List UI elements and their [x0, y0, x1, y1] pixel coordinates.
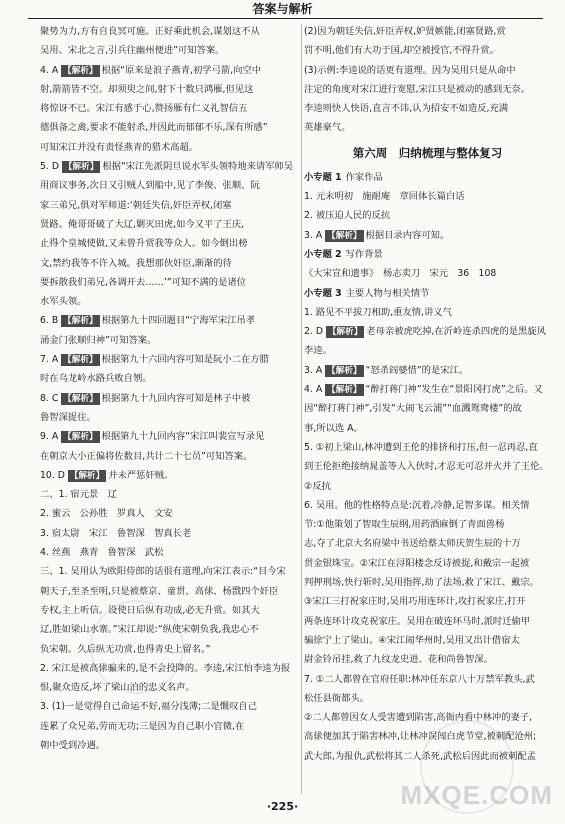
- text-line: 尉金铃吊挂,救了九纹龙史进、花和尚鲁智深。: [304, 654, 493, 666]
- text-line: (3)示例:李逵说的话更有道理。因为吴用只是从命中: [304, 64, 516, 76]
- text-line: 5. D 【解析】 根据“宋江先派阴旦说水军头领特地来请军师吴: [40, 161, 294, 173]
- analysis-tag: 【解析】: [63, 355, 98, 366]
- topic-1-label: 小专题 1: [304, 171, 342, 183]
- text-line: 6. 吴用。他的性格特点是:沉着,冷静,足智多谋。相关情: [304, 499, 530, 511]
- text-line: 两条连环计攻克祝家庄。吴用在破连环马时,派时迁偷甲: [304, 615, 531, 627]
- topic-3-lines: [304, 303, 551, 766]
- text-line: 3. 宿太尉 宋江 鲁智深 智真长老: [40, 527, 192, 539]
- topic-3-heading: [304, 284, 551, 303]
- text-line: 贯金银珠宝。②宋江在浔阳楼念反诗被捉,和戴宗一起被: [304, 557, 530, 569]
- text-line: 3. A 【解析】 根据目录内容可知。: [304, 229, 450, 241]
- text-line: 连累了众兄弟,劳而无功;三是因为自己职小官微,在: [40, 720, 245, 732]
- text-line: 时在乌龙岭水路兵败自刎。: [40, 373, 152, 385]
- text-line: 松任县衙都头。: [304, 692, 370, 704]
- analysis-tag: 【解析】: [63, 65, 98, 76]
- text-line: 朝天子,至圣至明,只是被蔡京、童贯、高俅、杨戬四个奸臣: [40, 585, 279, 597]
- text-line: 可知宋江并没有责怪燕青的猎术高超。: [40, 141, 199, 153]
- text-line: 英雄豪气。: [304, 122, 351, 134]
- header-rule: [28, 18, 543, 19]
- topic-3-label: 小专题 3: [304, 287, 342, 299]
- analysis-tag: 【解析】: [69, 470, 105, 481]
- text-line: 要拆散我们弟兄,各调开去……’”可知不满的是诸位: [40, 276, 246, 288]
- text-line: 聚势为力,方有自良冥可施。正好乘此机会,谋划这不从: [40, 26, 260, 37]
- topic-2-heading: [304, 245, 551, 264]
- text-line: 骗徐宁上了梁山。④宋江闹华州时,吴用又出计借宿太: [304, 634, 520, 646]
- text-line: 二、1. 宿元景 辽: [40, 489, 117, 501]
- text-line: 志,夺了北京大名府梁中书送给蔡太师庆贺生辰的十万: [304, 538, 521, 550]
- text-line: ③宋江三打祝家庄时,吴用巧用连环计,攻打祝家庄,打开: [304, 596, 526, 608]
- left-lines: [40, 22, 302, 755]
- analysis-tag: 【解析】: [327, 385, 362, 396]
- topic-1-lines: [304, 187, 551, 245]
- analysis-tag: 【解析】: [63, 162, 99, 173]
- text-line: 4. A 【解析】 “醉打蒋门神”发生在“景阳冈打虎”之后。又: [304, 384, 543, 396]
- text-line: 到王伦拒绝接纳晁盖等人入伙时,才忍无可忍并火并了王伦。: [304, 461, 549, 473]
- text-line: 射,箭箭皆不空。却须臾之间,射下十数只鸿雁,但见这: [40, 83, 254, 95]
- analysis-tag: 【解析】: [327, 230, 362, 241]
- text-line: 7. ①二人都曾在官府任职:林冲任东京八十万禁军教头,武: [304, 673, 535, 685]
- text-line: 因“醉打蒋门神”,引发“大闹飞云浦”“血溅鸳鸯楼”的故: [304, 403, 522, 415]
- text-line: 罚不明,他们有大功于国,却空被授官,不得升赏。: [304, 45, 499, 57]
- text-line: 三、1. 吴用认为欧阳侍郎的话很有道理,向宋江表示:“目今宋: [40, 566, 286, 578]
- text-line: 家三弟兄,俱对军师道:‘朝廷失信,奸臣弄权,闭塞: [40, 199, 232, 211]
- text-line: 专权,主上听信。设使日后纵有功成,必无升赏。如其大: [40, 604, 260, 616]
- text-line: 涌金门张顺归神”可知答案。: [40, 334, 157, 346]
- watermark-logo: MXQE.COM: [400, 780, 553, 810]
- text-line: 3. A 【解析】 “怒杀阎婆惜”的是宋江。: [304, 364, 469, 376]
- topic-2-lines: [304, 264, 551, 283]
- page-header: 答案与解析: [252, 2, 313, 16]
- text-line: 贤路。俺哥哥破了大辽,剿灭田虎,如今又平了王庆,: [40, 218, 245, 230]
- text-line: ②二人都曾因女人受害遭到陷害,高衙内看中林冲的妻子,: [304, 712, 533, 724]
- text-line: 2. 蜜云 公孙胜 罗真人 文安: [40, 508, 173, 520]
- text-line: 4. 丝燕 燕青 鲁智深 武松: [40, 547, 164, 559]
- analysis-tag: 【解析】: [63, 432, 98, 443]
- text-line: 李逵则快人快语,直言不讳,认为招安不如造反,充满: [304, 103, 509, 115]
- text-line: 2. 被压迫人民的反抗: [304, 210, 391, 222]
- text-line: 3. (1)一是觉得自己命运不好,福分浅薄;二是慨叹自己: [40, 701, 258, 713]
- text-line: 节:①他策划了智取生辰纲,用药酒麻倒了青面兽杨: [304, 519, 505, 531]
- text-line: 水军头领。: [40, 296, 87, 308]
- text-line: ②反抗: [304, 480, 331, 492]
- section-title: 第六周 归纳梳理与整体复习: [352, 145, 503, 160]
- text-line: 将惊讶不已。宋江有感于心,赞扬雁有仁义礼智信五: [40, 103, 248, 115]
- text-line: 止得个皇城使做,又未曾升赏我等众人。如今倒出榜: [40, 238, 248, 250]
- text-line: 10. D 【解析】 并未严惩奸贼。: [40, 469, 174, 481]
- topic-3-name: 主要人物与相关情节: [345, 287, 430, 299]
- text-line: 朝中受到冷遇。: [40, 739, 106, 751]
- right-column: [304, 22, 551, 766]
- text-line: 事,所以选 A。: [304, 422, 363, 434]
- text-line: 8. C 【解析】 根据第九十九回内容可知是林子中被: [40, 392, 251, 404]
- topic-2-label: 小专题 2: [304, 248, 342, 260]
- right-lines-top: [304, 22, 551, 138]
- text-line: 注定的角度对宋江进行宽慰,宋江只是被动的感到无奈。: [304, 83, 531, 95]
- text-line: 在朝京大小正偏将佐数目,共计二十七员”可知答案。: [40, 450, 253, 462]
- text-line: 吴用、宋北之言,引兵往幽州便进”可知答案。: [40, 45, 225, 57]
- topic-2-name: 写作背景: [345, 248, 383, 260]
- text-line: 文,禁约我等不许入城。我想那伙奸臣,渐渐的待: [40, 257, 232, 269]
- text-line: 鲁智深捉住。: [40, 411, 96, 423]
- analysis-tag: 【解析】: [327, 327, 363, 338]
- text-line: 《大宋宣和遗事》 杨志卖刀 宋元 36 108: [304, 268, 497, 280]
- text-line: 高俅便加其于陷害林冲,让林冲误闯白虎节堂,被刺配沧州;: [304, 731, 537, 743]
- text-line: 判押刑场,快行斩时,吴用指挥,劫了法场,救了宋江、戴宗。: [304, 577, 539, 589]
- text-line: 武大郎,为报仇,武松将其二人杀死,武松后因此而被刺配孟: [304, 750, 536, 762]
- text-line: 李逵。: [304, 345, 332, 357]
- text-line: 辽,胜如梁山水寨。”宋江却说:“纵使宋朝负我,我忠心不: [40, 624, 259, 636]
- topic-1-heading: [304, 168, 551, 187]
- text-line: 2. D 【解析】 老母亲被虎吃掉,在沂岭连杀四虎的是黑旋风: [304, 326, 546, 338]
- text-line: 4. A 【解析】 根据“原来是浪子燕青,初学弓箭,向空中: [40, 64, 262, 76]
- text-line: 1. 路见不平拔刀相助,重友情,讲义气: [304, 306, 452, 318]
- text-line: 负宋朝。久后纵无功赏,也得青史上留名。”: [40, 643, 211, 655]
- text-line: 6. B 【解析】 根据第九十四回题目“宁海军宋江吊孝: [40, 315, 256, 327]
- text-line: 2. 宋江是被高俅骗来的,是不会投降的。李逵,宋江怕李逵为报: [40, 662, 291, 674]
- analysis-tag: 【解析】: [63, 316, 98, 327]
- analysis-tag: 【解析】: [63, 393, 98, 404]
- left-column: [40, 22, 302, 755]
- text-line: 恨,聚众造反,坏了梁山泊的忠义名声。: [40, 682, 195, 694]
- text-line: 5. ①初上梁山,林冲遭到王伦的排挤和打压,但一忍再忍,直: [304, 441, 538, 453]
- text-line: 用商议事务,次日又引贼人到船中,见了李俊、张顺、阮: [40, 180, 260, 192]
- analysis-tag: 【解析】: [327, 365, 362, 376]
- text-line: 7. A 【解析】 根据第九十六回内容可知是阮小二在方腊: [40, 354, 269, 366]
- text-line: (2)因为朝廷失信,奸臣弄权,妒贤嫉能,闭塞贤路,赏: [304, 26, 506, 37]
- page-number: ·225·: [266, 800, 299, 813]
- text-line: 9. A 【解析】 根据第九十九回内容“宋江叫裴宣写录见: [40, 431, 265, 443]
- text-line: 德俱备之禽,要求不能射杀,并因此而郁郁不乐,深有所感”: [40, 122, 268, 134]
- topic-1-name: 作家作品: [345, 171, 383, 183]
- text-line: 1. 元末明初 施耐庵 章回体长篇白话: [304, 191, 465, 203]
